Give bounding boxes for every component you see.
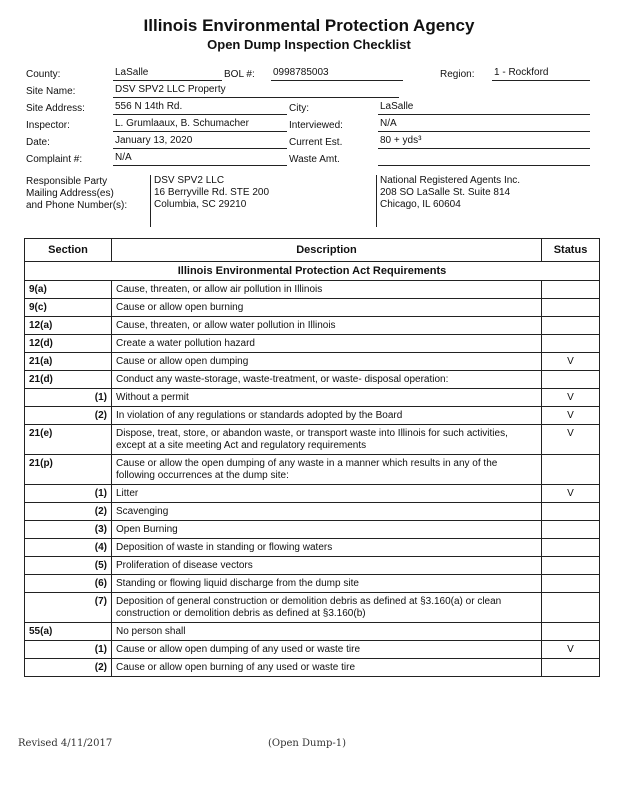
table-row [25, 389, 600, 407]
agency-title: Illinois Environmental Protection Agency [143, 16, 475, 35]
table-row [25, 485, 600, 503]
date-label: Date: [26, 137, 50, 148]
section-number: 21(e) [25, 425, 112, 455]
subsection-number: (2) [25, 503, 112, 521]
requirement-description: Cause, threaten, or allow air pollution in Illinois [112, 281, 542, 299]
table-row [25, 299, 600, 317]
complaint-label: Complaint #: [26, 154, 83, 165]
requirement-description: Cause or allow open burning of any used or waste tire [112, 659, 542, 677]
table-row [25, 407, 600, 425]
status-mark [542, 593, 600, 623]
responsible-party-labels: Responsible Party Mailing Address(es) and Phone Number(s): [26, 176, 128, 211]
table-row [25, 521, 600, 539]
subsection-number: (4) [25, 539, 112, 557]
subsection-number: (6) [25, 575, 112, 593]
table-row [25, 659, 600, 677]
description-header: Description [112, 239, 542, 262]
table-row [25, 539, 600, 557]
site-name-value: DSV SPV2 LLC Property [113, 83, 399, 98]
region-value: 1 - Rockford [492, 66, 590, 81]
waste-amt-label: Waste Amt. [289, 154, 340, 165]
requirement-description: Create a water pollution hazard [112, 335, 542, 353]
complaint-value: N/A [113, 151, 287, 166]
requirement-description: Litter [112, 485, 542, 503]
county-value: LaSalle [113, 66, 222, 81]
site-name-label: Site Name: [26, 86, 76, 97]
status-mark [542, 299, 600, 317]
table-row [25, 317, 600, 335]
responsible-party-2: National Registered Agents Inc. 208 SO LaSalle St. Suite 814 Chicago, IL 60604 [376, 175, 600, 227]
status-mark [542, 371, 600, 389]
table-row [25, 641, 600, 659]
requirement-description: Deposition of waste in standing or flowing waters [112, 539, 542, 557]
table-row [25, 353, 600, 371]
requirement-description: Cause or allow the open dumping of any waste in a manner which results in any of the following occurrences at the dump site: [112, 455, 542, 485]
inspector-label: Inspector: [26, 120, 70, 131]
section-number: 21(d) [25, 371, 112, 389]
status-mark: V [542, 641, 600, 659]
status-mark [542, 503, 600, 521]
interviewed-value: N/A [378, 117, 590, 132]
requirement-description: Conduct any waste-storage, waste-treatment, or waste- disposal operation: [112, 371, 542, 389]
interviewed-label: Interviewed: [289, 120, 343, 131]
city-value: LaSalle [378, 100, 590, 115]
status-header: Status [542, 239, 600, 262]
requirement-description: Cause or allow open dumping [112, 353, 542, 371]
table-row [25, 557, 600, 575]
requirement-description: Open Burning [112, 521, 542, 539]
status-mark [542, 539, 600, 557]
subsection-number: (1) [25, 641, 112, 659]
status-mark [542, 623, 600, 641]
table-row [25, 281, 600, 299]
subsection-number: (2) [25, 659, 112, 677]
section-number: 21(p) [25, 455, 112, 485]
table-row [25, 575, 600, 593]
status-mark: V [542, 485, 600, 503]
section-number: 9(c) [25, 299, 112, 317]
subsection-number: (7) [25, 593, 112, 623]
county-label: County: [26, 69, 61, 80]
subsection-number: (3) [25, 521, 112, 539]
status-mark: V [542, 353, 600, 371]
requirement-description: Standing or flowing liquid discharge from the dump site [112, 575, 542, 593]
region-label: Region: [440, 69, 475, 80]
revised-date: Revised 4/11/2017 [18, 738, 113, 749]
section-number: 55(a) [25, 623, 112, 641]
requirement-description: Deposition of general construction or demolition debris as defined at §3.160(a) or clean construction or demolition debris as defined at §3.160(b) [112, 593, 542, 623]
status-mark [542, 317, 600, 335]
requirement-description: No person shall [112, 623, 542, 641]
requirement-description: In violation of any regulations or standards adopted by the Board [112, 407, 542, 425]
table-row [25, 503, 600, 521]
status-mark [542, 521, 600, 539]
requirement-description: Proliferation of disease vectors [112, 557, 542, 575]
section-number: 9(a) [25, 281, 112, 299]
subsection-number: (1) [25, 485, 112, 503]
status-mark: V [542, 407, 600, 425]
bol-label: BOL #: [224, 69, 255, 80]
section-header: Section [25, 239, 112, 262]
table-row [25, 623, 600, 641]
subsection-number: (5) [25, 557, 112, 575]
status-mark [542, 335, 600, 353]
subsection-number: (1) [25, 389, 112, 407]
table-row [25, 593, 600, 623]
act-heading: Illinois Environmental Protection Act Requirements [25, 262, 600, 281]
section-number: 21(a) [25, 353, 112, 371]
requirement-description: Without a permit [112, 389, 542, 407]
table-row [25, 335, 600, 353]
checklist-title: Open Dump Inspection Checklist [207, 37, 411, 52]
requirement-description: Dispose, treat, store, or abandon waste, or transport waste into Illinois for such activities, except at a site meeting Act and regulatory requirements [112, 425, 542, 455]
city-label: City: [289, 103, 309, 114]
inspector-value: L. Grumlaaux, B. Schumacher [113, 117, 287, 132]
current-est-value: 80 + yds³ [378, 134, 590, 149]
status-mark [542, 575, 600, 593]
requirement-description: Cause, threaten, or allow water pollution in Illinois [112, 317, 542, 335]
waste-amt-value [378, 151, 590, 166]
requirement-description: Cause or allow open dumping of any used or waste tire [112, 641, 542, 659]
status-mark [542, 659, 600, 677]
status-mark: V [542, 425, 600, 455]
site-address-label: Site Address: [26, 103, 85, 114]
status-mark: V [542, 389, 600, 407]
table-row [25, 425, 600, 455]
page-label: (Open Dump-1) [268, 738, 347, 749]
current-est-label: Current Est. [289, 137, 343, 148]
site-address-value: 556 N 14th Rd. [113, 100, 287, 115]
status-mark [542, 455, 600, 485]
bol-value: 0998785003 [271, 66, 403, 81]
date-value: January 13, 2020 [113, 134, 287, 149]
status-mark [542, 281, 600, 299]
status-mark [542, 557, 600, 575]
section-number: 12(a) [25, 317, 112, 335]
subsection-number: (2) [25, 407, 112, 425]
requirement-description: Scavenging [112, 503, 542, 521]
responsible-party-1: DSV SPV2 LLC 16 Berryville Rd. STE 200 Columbia, SC 29210 [150, 175, 374, 227]
section-number: 12(d) [25, 335, 112, 353]
requirement-description: Cause or allow open burning [112, 299, 542, 317]
table-row [25, 371, 600, 389]
table-row [25, 455, 600, 485]
checklist-table [24, 238, 600, 677]
